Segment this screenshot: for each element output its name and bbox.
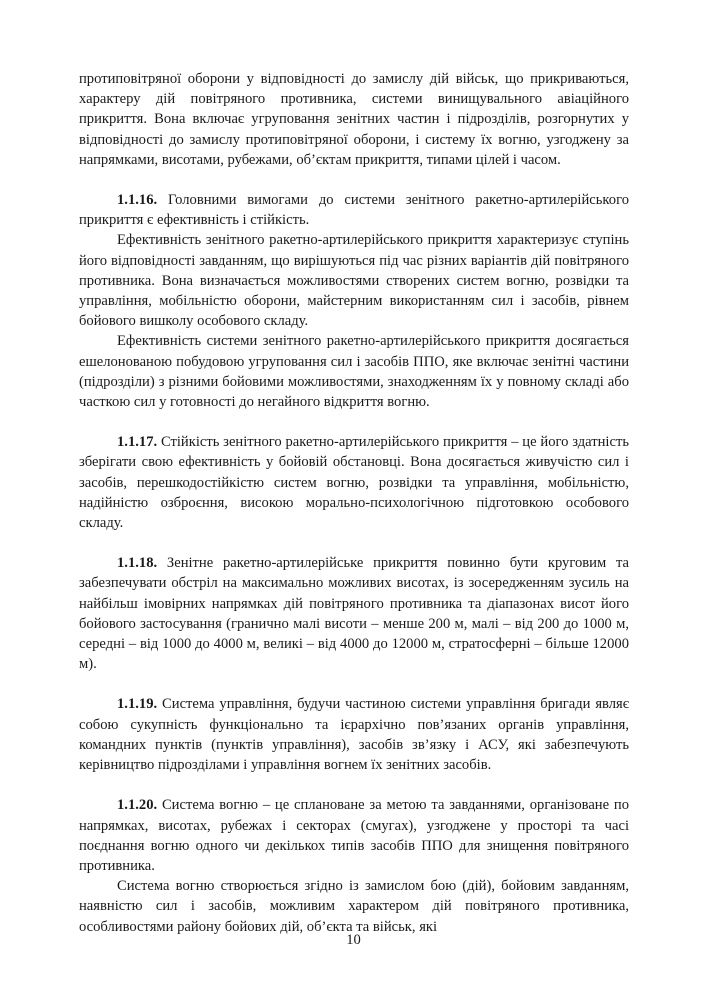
paragraph-1-1-20: 1.1.20. Система вогню – це сплановане за метою та завданнями, організоване по напрямках, висотах, рубежах і секторах (смугах), узгоджене у просторі та часі поєднання вогню одного чи декількох типів засобів ППО для знищення повітряного противника. [79,797,629,874]
paragraph-1-1-17: 1.1.17. Стійкість зенітного ракетно-артилерійського прикриття – це його здатність зберігати свою ефективність у бойовій обстановці. Вона досягається живучістю сил і засобів, перешкодостійкістю систем вогню, розвідки та управління, мобільністю, надійністю озброєння, високою морально-психологічною підготовкою особового складу. [79,434,629,532]
paragraph-1-1-16: 1.1.16. Головними вимогами до системи зенітного ракетно-артилерійського прикриття є ефективність і стійкість. [79,192,629,229]
page-number: 10 [346,932,361,948]
paragraph-fire-system: Система вогню створюється згідно із замислом бою (дій), бойовим завданням, наявністю сил і засобів, можливим характером дій повітряного противника, особливостями району бойових дій, об’єкта та військ, які [79,878,629,935]
section-number: 1.1.18. [117,555,158,572]
paragraph-intro-continuation: протиповітряної оборони у відповідності до замислу дій військ, що прикриваються, характеру дій повітряного противника, системи винищувального авіаційного прикриття. Вона включає угруповання зенітних частин і підрозділів, розгорнутих у відповідності до замислу протиповітряної оборони, і систему їх вогню, узгоджену за напрямками, висотами, рубежами, об’єктам прикриття, типами цілей і часом. [79,71,629,168]
section-gap [79,674,629,694]
section-number: 1.1.20. [117,797,158,814]
section-number: 1.1.19. [117,696,158,713]
paragraph-1-1-18: 1.1.18. Зенітне ракетно-артилерійське прикриття повинно бути круговим та забезпечувати обстріл на максимально можливих висотах, із зосередженням зусиль на найбільш імовірних напрямках дій повітряного противника та діапазонах висот його бойового застосування (гранично малі висоти – менше 200 м, малі – від 200 до 1000 м, середні – від 1000 до 4000 м, великі – від 4000 до 12000 м, стратосферні – більше 12000 м). [79,555,629,673]
paragraph-echelon: Ефективність системи зенітного ракетно-артилерійського прикриття досягається ешелонованою побудовою угруповання сил і засобів ППО, яке включає зенітні частини (підрозділи) з різними бойовими можливостями, знаходженням їх у повному складі або часткою сил у готовності до негайного відкриття вогню. [79,333,629,411]
paragraph-1-1-19: 1.1.19. Система управління, будучи частиною системи управління бригади являє собою сукупність функціонально та ієрархічно пов’язаних органів управління, командних пунктів (пунктів управління), засобів зв’язку і АСУ, які забезпечують керівництво підрозділами і управління вогнем їх зенітних засобів. [79,696,629,774]
section-number: 1.1.17. [117,434,158,451]
section-gap [79,170,629,190]
page-body [79,69,629,937]
section-number: 1.1.16. [117,192,158,209]
section-gap [79,412,629,432]
section-gap [79,775,629,795]
paragraph-effectiveness: Ефективність зенітного ракетно-артилерійського прикриття характеризує ступінь його відповідності завданням, що вирішуються під час різних варіантів дій повітряного противника. Вона визначається можливостями створених систем вогню, розвідки та управління, мобільністю оборони, майстерним використанням сил і засобів, рівнем бойового вишколу особового складу. [79,232,629,330]
section-gap [79,533,629,553]
